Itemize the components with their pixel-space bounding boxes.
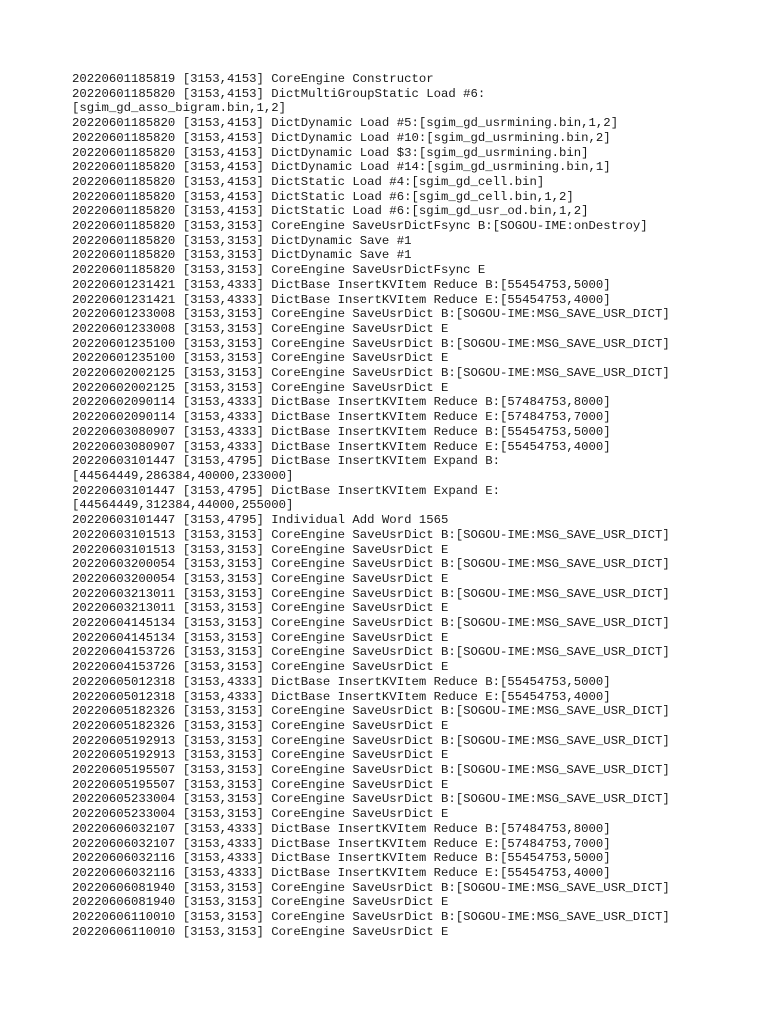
log-line: 20220606032107 [3153,4333] DictBase InsertKVItem Reduce B:[57484753,8000]	[72, 821, 611, 836]
log-line: 20220601185820 [3153,4153] DictStatic Load #6:[sgim_gd_cell.bin,1,2]	[72, 189, 574, 204]
log-line: 20220602090114 [3153,4333] DictBase InsertKVItem Reduce E:[57484753,7000]	[72, 410, 611, 425]
log-line: 20220601233008 [3153,3153] CoreEngine SaveUsrDict B:[SOGOU-IME:MSG_SAVE_USR_DICT]	[72, 307, 670, 322]
log-line: 20220603101447 [3153,4795] DictBase InsertKVItem Expand B:	[72, 454, 501, 469]
log-line: 20220603080907 [3153,4333] DictBase InsertKVItem Reduce E:[55454753,4000]	[72, 439, 611, 454]
log-line: 20220601185819 [3153,4153] CoreEngine Constructor	[72, 72, 434, 86]
log-line: 20220604145134 [3153,3153] CoreEngine SaveUsrDict E	[72, 630, 449, 645]
log-line: 20220603080907 [3153,4333] DictBase InsertKVItem Reduce B:[55454753,5000]	[72, 424, 611, 439]
log-line: 20220601185820 [3153,3153] CoreEngine SaveUsrDictFsync B:[SOGOU-IME:onDestroy]	[72, 219, 648, 234]
log-line: 20220601233008 [3153,3153] CoreEngine SaveUsrDict E	[72, 321, 449, 336]
log-line: 20220601185820 [3153,4153] DictMultiGroupStatic Load #6:	[72, 86, 486, 101]
log-line: 20220606032107 [3153,4333] DictBase InsertKVItem Reduce E:[57484753,7000]	[72, 836, 611, 851]
log-line: 20220603101513 [3153,3153] CoreEngine SaveUsrDict B:[SOGOU-IME:MSG_SAVE_USR_DICT]	[72, 527, 670, 542]
log-line: 20220605195507 [3153,3153] CoreEngine SaveUsrDict B:[SOGOU-IME:MSG_SAVE_USR_DICT]	[72, 763, 670, 778]
log-line: 20220601185820 [3153,4153] DictDynamic Load #5:[sgim_gd_usrmining.bin,1,2]	[72, 116, 619, 131]
log-line: 20220606081940 [3153,3153] CoreEngine SaveUsrDict B:[SOGOU-IME:MSG_SAVE_USR_DICT]	[72, 880, 670, 895]
log-line: 20220602090114 [3153,4333] DictBase InsertKVItem Reduce B:[57484753,8000]	[72, 395, 611, 410]
log-line: 20220601231421 [3153,4333] DictBase InsertKVItem Reduce E:[55454753,4000]	[72, 292, 611, 307]
log-line: 20220603101513 [3153,3153] CoreEngine SaveUsrDict E	[72, 542, 449, 557]
log-line: 20220606110010 [3153,3153] CoreEngine SaveUsrDict E	[72, 924, 449, 939]
log-line: 20220605195507 [3153,3153] CoreEngine SaveUsrDict E	[72, 777, 449, 792]
log-line: [44564449,312384,44000,255000]	[72, 498, 294, 513]
log-line: 20220601185820 [3153,4153] DictDynamic Load #10:[sgim_gd_usrmining.bin,2]	[72, 130, 611, 145]
log-line: 20220601185820 [3153,4153] DictStatic Load #6:[sgim_gd_usr_od.bin,1,2]	[72, 204, 589, 219]
log-document	[72, 72, 732, 939]
log-line: 20220603101447 [3153,4795] Individual Add Word 1565	[72, 513, 449, 528]
log-line: 20220606032116 [3153,4333] DictBase InsertKVItem Reduce B:[55454753,5000]	[72, 851, 611, 866]
log-line: 20220601185820 [3153,3153] DictDynamic Save #1	[72, 233, 412, 248]
log-line: 20220605012318 [3153,4333] DictBase InsertKVItem Reduce E:[55454753,4000]	[72, 689, 611, 704]
log-line: [sgim_gd_asso_bigram.bin,1,2]	[72, 101, 287, 116]
log-line: 20220604153726 [3153,3153] CoreEngine SaveUsrDict B:[SOGOU-IME:MSG_SAVE_USR_DICT]	[72, 645, 670, 660]
log-line: 20220606081940 [3153,3153] CoreEngine SaveUsrDict E	[72, 895, 449, 910]
log-line: 20220603213011 [3153,3153] CoreEngine SaveUsrDict E	[72, 601, 449, 616]
log-line: 20220602002125 [3153,3153] CoreEngine SaveUsrDict E	[72, 380, 449, 395]
log-line: 20220602002125 [3153,3153] CoreEngine SaveUsrDict B:[SOGOU-IME:MSG_SAVE_USR_DICT]	[72, 366, 670, 381]
log-line: 20220606032116 [3153,4333] DictBase InsertKVItem Reduce E:[55454753,4000]	[72, 865, 611, 880]
log-line: 20220601185820 [3153,3153] DictDynamic Save #1	[72, 248, 412, 263]
log-line: 20220605012318 [3153,4333] DictBase InsertKVItem Reduce B:[55454753,5000]	[72, 674, 611, 689]
log-line: 20220606110010 [3153,3153] CoreEngine SaveUsrDict B:[SOGOU-IME:MSG_SAVE_USR_DICT]	[72, 910, 670, 925]
log-line: 20220605233004 [3153,3153] CoreEngine SaveUsrDict B:[SOGOU-IME:MSG_SAVE_USR_DICT]	[72, 792, 670, 807]
log-line: 20220605192913 [3153,3153] CoreEngine SaveUsrDict E	[72, 748, 449, 763]
log-line: 20220601185820 [3153,4153] DictDynamic Load $3:[sgim_gd_usrmining.bin]	[72, 145, 589, 160]
log-line: 20220603200054 [3153,3153] CoreEngine SaveUsrDict B:[SOGOU-IME:MSG_SAVE_USR_DICT]	[72, 557, 670, 572]
log-line: 20220605182326 [3153,3153] CoreEngine SaveUsrDict E	[72, 718, 449, 733]
log-line: 20220603200054 [3153,3153] CoreEngine SaveUsrDict E	[72, 571, 449, 586]
log-line: 20220604145134 [3153,3153] CoreEngine SaveUsrDict B:[SOGOU-IME:MSG_SAVE_USR_DICT]	[72, 616, 670, 631]
log-line: 20220601185820 [3153,3153] CoreEngine SaveUsrDictFsync E	[72, 263, 486, 278]
log-line: 20220605192913 [3153,3153] CoreEngine SaveUsrDict B:[SOGOU-IME:MSG_SAVE_USR_DICT]	[72, 733, 670, 748]
log-line: 20220601235100 [3153,3153] CoreEngine SaveUsrDict E	[72, 351, 449, 366]
log-line: [44564449,286384,40000,233000]	[72, 468, 294, 483]
log-line: 20220605182326 [3153,3153] CoreEngine SaveUsrDict B:[SOGOU-IME:MSG_SAVE_USR_DICT]	[72, 704, 670, 719]
log-line: 20220601231421 [3153,4333] DictBase InsertKVItem Reduce B:[55454753,5000]	[72, 277, 611, 292]
log-line: 20220604153726 [3153,3153] CoreEngine SaveUsrDict E	[72, 660, 449, 675]
log-line: 20220603213011 [3153,3153] CoreEngine SaveUsrDict B:[SOGOU-IME:MSG_SAVE_USR_DICT]	[72, 586, 670, 601]
log-line: 20220601185820 [3153,4153] DictStatic Load #4:[sgim_gd_cell.bin]	[72, 174, 545, 189]
log-line: 20220603101447 [3153,4795] DictBase InsertKVItem Expand E:	[72, 483, 501, 498]
log-line: 20220601185820 [3153,4153] DictDynamic Load #14:[sgim_gd_usrmining.bin,1]	[72, 160, 611, 175]
log-line: 20220605233004 [3153,3153] CoreEngine SaveUsrDict E	[72, 807, 449, 822]
log-line: 20220601235100 [3153,3153] CoreEngine SaveUsrDict B:[SOGOU-IME:MSG_SAVE_USR_DICT]	[72, 336, 670, 351]
